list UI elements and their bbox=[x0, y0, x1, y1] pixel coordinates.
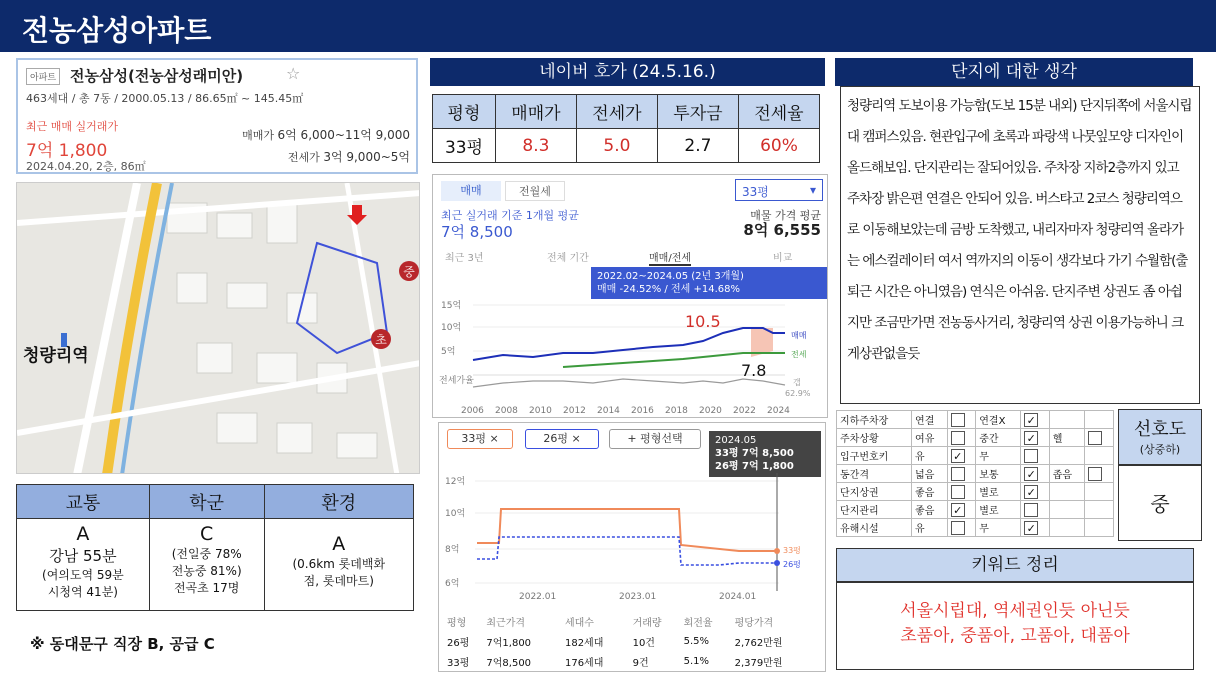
opinion-text: 청량리역 도보이용 가능함(도보 15분 내외) 단지뒤쪽에 서울시립대 캠퍼스있음. 현관입구에 초록과 파랑색 나뭇잎모양 디자인이 올드해보임. 단지관리는 잘되어있음. 주차장 지하2층까지 있고 주차장 밝은편 연결은 안되어 있음. 버스타고 2코스 청량리역으로 이동해보았는데 금방 도착했고, 내리자마자 청량리역 올라가는 에스컬레이터 여서 역까지의 이동이 생각보다 가기 수월함(출퇴근 시간은 아니였음) 연식은 아쉬움. 단지주변 상권도 좀 아쉽지만 조금만가면 전농동사거리, 청량리역 상권 이용가능하니 크게상관없을듯 bbox=[847, 98, 1192, 362]
score-school: C (전일중 78% 전농중 81%) 전곡초 17명 bbox=[149, 519, 264, 611]
checklist-option: 좁음 bbox=[1049, 465, 1085, 483]
checkbox[interactable] bbox=[1024, 503, 1038, 517]
chevron-down-icon: ▾ bbox=[809, 183, 816, 197]
checkbox[interactable]: ✓ bbox=[1024, 467, 1038, 481]
checklist-option: 별로 bbox=[976, 501, 1021, 519]
naver-sale: 8.3 bbox=[495, 129, 576, 163]
svg-text:2024.01: 2024.01 bbox=[719, 592, 757, 602]
tab-compare[interactable]: 비교 bbox=[773, 253, 793, 264]
checklist-option: 무 bbox=[976, 447, 1021, 465]
checkbox[interactable] bbox=[1088, 431, 1102, 445]
checklist-option: 여유 bbox=[912, 429, 948, 447]
size-tooltip: 2024.05 33평 7억 8,500 26평 7억 1,800 bbox=[709, 431, 821, 477]
checkbox[interactable] bbox=[1088, 467, 1102, 481]
naver-size: 33평 bbox=[433, 129, 496, 163]
checklist-table bbox=[836, 410, 1114, 537]
checkbox[interactable] bbox=[951, 467, 965, 481]
table-row: 26평 7억1,800 182세대 10건 5.5% 2,762만원 bbox=[447, 635, 783, 649]
checkbox[interactable] bbox=[951, 485, 965, 499]
size-table: 평형 최근가격 세대수 거래량 회전율 평당가격 26평 7억1,800 182세대 10건 5.5% 2,762만원 33평 7억8,500 176세대 9건 5.1% 2,379만원 bbox=[447, 611, 819, 671]
ask-value: 8억 6,555 bbox=[743, 221, 821, 239]
gap-axis-label: 전세가율 bbox=[439, 376, 474, 386]
svg-text:2010: 2010 bbox=[529, 406, 552, 416]
add-size-button[interactable]: + 평형선택 bbox=[609, 429, 701, 449]
checklist-row bbox=[837, 483, 1114, 501]
checkbox[interactable] bbox=[951, 413, 965, 427]
annotation-now: 7.8 bbox=[741, 361, 767, 380]
legend-jeonse: 전세 bbox=[791, 350, 807, 359]
checkbox[interactable]: ✓ bbox=[1024, 521, 1038, 535]
legend-sale: 매매 bbox=[791, 331, 807, 340]
price-trend-panel bbox=[432, 174, 828, 418]
checklist-row bbox=[837, 501, 1114, 519]
size-select[interactable]: 33평 ▾ bbox=[735, 179, 823, 201]
y-tick-5: 5억 bbox=[441, 347, 456, 357]
svg-text:2022: 2022 bbox=[733, 406, 756, 416]
checklist-label: 단지상권 bbox=[837, 483, 912, 501]
checklist-row bbox=[837, 447, 1114, 465]
trend-chart bbox=[433, 295, 829, 419]
naver-ratio: 60% bbox=[738, 129, 819, 163]
svg-text:2016: 2016 bbox=[631, 406, 654, 416]
checklist-option bbox=[1049, 483, 1085, 501]
svg-text:6억: 6억 bbox=[445, 579, 460, 589]
scores-table bbox=[16, 484, 414, 611]
opinion-box bbox=[840, 86, 1200, 404]
score-header-environment: 환경 bbox=[264, 485, 413, 519]
checklist-option: 무 bbox=[976, 519, 1021, 537]
tab-recent-3y[interactable]: 최근 3년 bbox=[445, 253, 484, 264]
map-view[interactable] bbox=[16, 182, 420, 474]
tab-sale[interactable]: 매매 bbox=[441, 181, 501, 201]
checklist-label: 지하주차장 bbox=[837, 411, 912, 429]
legend-26: 26평 bbox=[783, 560, 801, 569]
checkbox[interactable] bbox=[951, 431, 965, 445]
svg-text:2024: 2024 bbox=[767, 406, 790, 416]
y-tick-10: 10억 bbox=[441, 323, 462, 333]
checklist-row bbox=[837, 429, 1114, 447]
y-tick-15: 15억 bbox=[441, 301, 462, 311]
listing-card[interactable] bbox=[16, 58, 418, 174]
checklist-option: 별로 bbox=[976, 483, 1021, 501]
naver-col-invest: 투자금 bbox=[657, 95, 738, 129]
score-header-school: 학군 bbox=[149, 485, 264, 519]
ask-label: 매물 가격 평균 bbox=[750, 209, 821, 222]
keywords-header: 키워드 정리 bbox=[836, 548, 1194, 582]
checkbox[interactable]: ✓ bbox=[951, 449, 965, 463]
title-bar bbox=[0, 0, 1216, 52]
checklist-option bbox=[1049, 501, 1085, 519]
listing-type-tag: 아파트 bbox=[26, 68, 60, 85]
annotation-peak: 10.5 bbox=[685, 312, 721, 331]
svg-text:8억: 8억 bbox=[445, 545, 460, 555]
checkbox[interactable]: ✓ bbox=[951, 503, 965, 517]
preference-header: 선호도 (상중하) bbox=[1118, 409, 1202, 465]
svg-text:2023.01: 2023.01 bbox=[619, 592, 657, 602]
naver-col-size: 평형 bbox=[433, 95, 496, 129]
map-canvas bbox=[17, 183, 420, 474]
keywords-box bbox=[836, 582, 1194, 670]
checklist-option: 유 bbox=[912, 447, 948, 465]
checklist-label: 주차상황 bbox=[837, 429, 912, 447]
checklist-option: 연결 bbox=[912, 411, 948, 429]
trend-tooltip: 2022.02~2024.05 (2년 3개월) 매매 -24.52% / 전세 +14.68% bbox=[591, 267, 827, 299]
svg-text:2022.01: 2022.01 bbox=[519, 592, 557, 602]
checklist-row bbox=[837, 465, 1114, 483]
page-title: 전농삼성아파트 bbox=[22, 14, 212, 47]
checklist-row bbox=[837, 411, 1114, 429]
checkbox[interactable] bbox=[1024, 449, 1038, 463]
checklist-label: 유해시설 bbox=[837, 519, 912, 537]
checklist-option: 헬 bbox=[1049, 429, 1085, 447]
chip-33[interactable]: 33평 × bbox=[447, 429, 513, 449]
checklist-option: 보통 bbox=[976, 465, 1021, 483]
workplace-note: ※ 동대문구 직장 B, 공급 C bbox=[30, 635, 215, 653]
avg-value: 7억 8,500 bbox=[441, 223, 513, 241]
naver-col-sale: 매매가 bbox=[495, 95, 576, 129]
svg-text:2018: 2018 bbox=[665, 406, 688, 416]
legend-gap-pct: 62.9% bbox=[785, 389, 811, 398]
svg-text:2012: 2012 bbox=[563, 406, 586, 416]
map-marker-cho: 초 bbox=[375, 333, 387, 347]
checklist-option bbox=[1049, 447, 1085, 465]
naver-invest: 2.7 bbox=[657, 129, 738, 163]
tab-rent[interactable]: 전월세 bbox=[505, 181, 565, 201]
checklist-option bbox=[1049, 519, 1085, 537]
score-environment: A (0.6km 롯데백화 점, 롯데마트) bbox=[264, 519, 413, 611]
score-header-transport: 교통 bbox=[17, 485, 150, 519]
tab-all-period[interactable]: 전체 기간 bbox=[547, 253, 589, 264]
naver-col-ratio: 전세율 bbox=[738, 95, 819, 129]
keywords-line2: 초품아, 중품아, 고품아, 대품아 bbox=[900, 626, 1130, 646]
checklist-option: 유 bbox=[912, 519, 948, 537]
svg-text:10억: 10억 bbox=[445, 509, 466, 519]
map-marker-jung: 중 bbox=[403, 265, 415, 279]
checklist-option: 좋음 bbox=[912, 483, 948, 501]
svg-text:2020: 2020 bbox=[699, 406, 722, 416]
opinion-header: 단지에 대한 생각 bbox=[835, 58, 1193, 86]
legend-33: 33평 bbox=[783, 546, 801, 555]
listing-info: 463세대 / 총 7동 / 2000.05.13 / 86.65㎡ ~ 145.45㎡ bbox=[26, 92, 304, 105]
favorite-star-icon[interactable]: ☆ bbox=[286, 64, 301, 83]
legend-gap: 갭 bbox=[793, 378, 801, 387]
svg-text:2014: 2014 bbox=[597, 406, 620, 416]
avg-label: 최근 실거래 기준 1개월 평균 bbox=[441, 209, 579, 222]
checklist-label: 입구번호키 bbox=[837, 447, 912, 465]
checklist-option: 넓음 bbox=[912, 465, 948, 483]
listing-name[interactable]: 전농삼성(전농삼성래미안) bbox=[70, 67, 244, 85]
table-row: 33평 7억8,500 176세대 9건 5.1% 2,379만원 bbox=[447, 655, 783, 669]
checklist-row bbox=[837, 519, 1114, 537]
checklist-label: 단지관리 bbox=[837, 501, 912, 519]
size-compare-panel bbox=[438, 422, 826, 672]
checklist-label: 동간격 bbox=[837, 465, 912, 483]
svg-text:2006: 2006 bbox=[461, 406, 484, 416]
checkbox[interactable] bbox=[951, 521, 965, 535]
checklist-option: 중간 bbox=[976, 429, 1021, 447]
chip-26[interactable]: 26평 × bbox=[525, 429, 599, 449]
svg-text:12억: 12억 bbox=[445, 477, 466, 487]
naver-col-jeonse: 전세가 bbox=[576, 95, 657, 129]
naver-table bbox=[432, 94, 820, 163]
checkbox[interactable]: ✓ bbox=[1024, 431, 1038, 445]
checkbox[interactable]: ✓ bbox=[1024, 413, 1038, 427]
checklist-option bbox=[1049, 411, 1085, 429]
naver-jeonse: 5.0 bbox=[576, 129, 657, 163]
recent-price: 7억 1,800 bbox=[26, 141, 108, 161]
checklist-option: 연결X bbox=[976, 411, 1021, 429]
svg-text:2008: 2008 bbox=[495, 406, 518, 416]
checklist-option: 좋음 bbox=[912, 501, 948, 519]
keywords-line1: 서울시립대, 역세권인듯 아닌듯 bbox=[900, 601, 1130, 621]
checkbox[interactable]: ✓ bbox=[1024, 485, 1038, 499]
recent-price-label: 최근 매매 실거래가 bbox=[26, 120, 119, 133]
jeonse-range: 전세가 3억 9,000~5억 bbox=[287, 150, 410, 164]
naver-header: 네이버 호가 (24.5.16.) bbox=[430, 58, 825, 86]
size-chart bbox=[439, 473, 827, 603]
preference-value: 중 bbox=[1118, 465, 1202, 541]
recent-price-date: 2024.04.20, 2층, 86㎡ bbox=[26, 160, 146, 173]
score-transport: A 강남 55분 (여의도역 59분 시청역 41분) bbox=[17, 519, 150, 611]
sale-range: 매매가 6억 6,000~11억 9,000 bbox=[242, 128, 410, 142]
tab-sale-jeonse[interactable]: 매매/전세 bbox=[649, 249, 691, 266]
station-label: 청량리역 bbox=[23, 346, 89, 366]
